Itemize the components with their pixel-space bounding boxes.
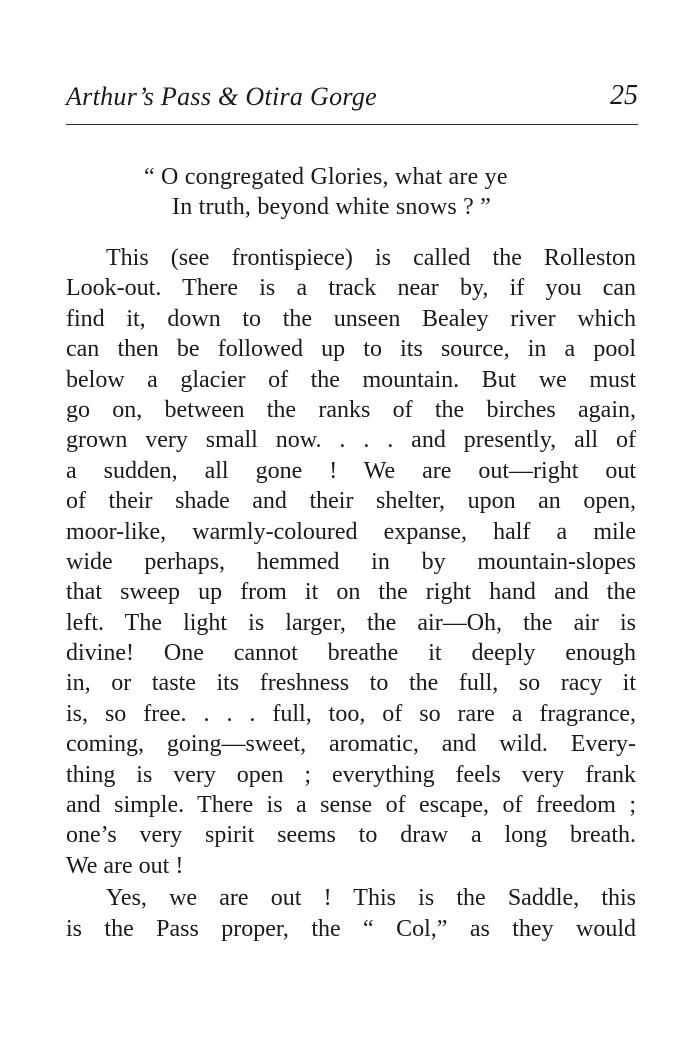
text-line: is, so free. . . . full, too, of so rare a fragrance, [66,700,636,727]
text-line: a sudden, all gone ! We are out—right out [66,457,636,484]
text-line: Look-out. There is a track near by, if you can [66,275,636,302]
verse-line: “ O congregated Glories, what are ye [144,164,508,190]
header-rule [66,124,638,125]
paragraph-2 [66,883,636,944]
text-line: This (see frontispiece) is called the Rolleston [106,245,636,271]
verse-line: In truth, beyond white snows ? ” [172,194,492,220]
paragraph-1 [66,243,636,881]
text-line: wide perhaps, hemmed in by mountain-slopes [66,548,636,575]
body-text [66,243,636,944]
text-line: that sweep up from it on the right hand and the [66,579,636,606]
text-line: left. The light is larger, the air—Oh, the air is [66,609,636,636]
running-head [66,78,638,118]
text-line: divine! One cannot breathe it deeply enough [66,640,636,667]
text-line: in, or taste its freshness to the full, so racy it [66,670,636,697]
verse-quotation [0,162,700,222]
text-line: We are out ! [66,852,184,879]
text-line: coming, going—sweet, aromatic, and wild. Every- [66,731,636,758]
text-line: of their shade and their shelter, upon an open, [66,488,636,515]
text-line: go on, between the ranks of the birches again, [66,396,636,423]
text-line: is the Pass proper, the “ Col,” as they would [66,915,636,942]
text-line: grown very small now. . . . and presently, all of [66,427,636,454]
text-line: find it, down to the unseen Bealey river which [66,305,636,332]
page-number: 25 [610,80,638,111]
text-line: below a glacier of the mountain. But we must [66,366,636,393]
text-line: thing is very open ; everything feels very frank [66,761,636,788]
running-title: Arthur’s Pass & Otira Gorge [66,82,377,111]
text-line: can then be followed up to its source, in a pool [66,336,636,363]
text-line: and simple. There is a sense of escape, of freedom ; [66,792,636,819]
text-line: Yes, we are out ! This is the Saddle, this [106,885,636,912]
text-line: one’s very spirit seems to draw a long breath. [66,822,636,849]
text-line: moor-like, warmly-coloured expanse, half a mile [66,518,636,545]
